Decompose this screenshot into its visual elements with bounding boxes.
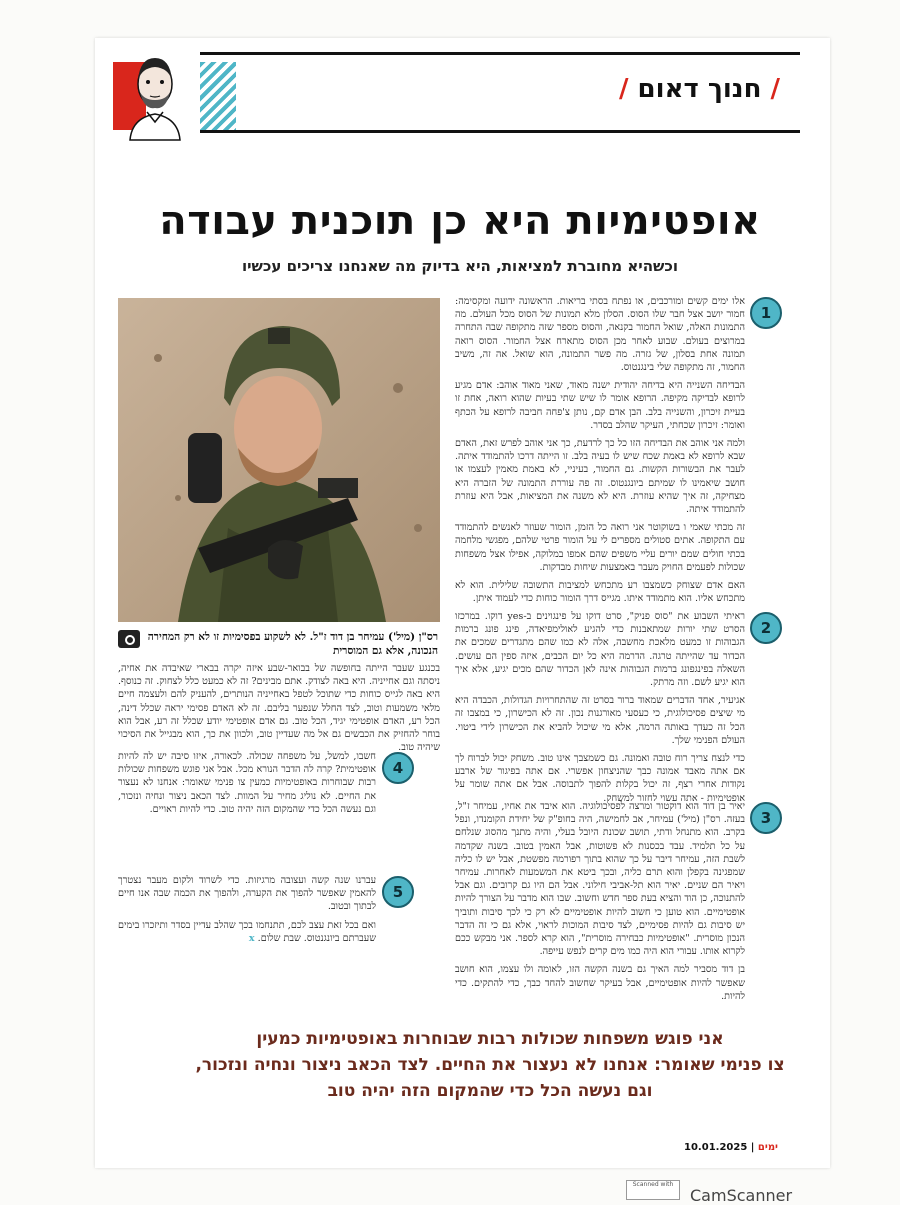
end-mark: x xyxy=(248,932,255,944)
title-slash-right: / xyxy=(770,74,780,104)
paragraph: ולמה אני אוהב את הבדיחה הזו כל כך לרדעת, כך אני אוהב לפרש זאת, האדם שבא לרופא לא באמת שכח שיש לו בעיה בלב. זו הייתה דרכו להתמודד איתה. לעבר את הבשורות הקשות. גם החמור, בעיניי, לא באמת מאמין לעצמו או חושב שיאמינו לו שמיתם ביונגנטוס. זה פה עוררת התמונה של הזברה היא מצחיקה, זה איך שהיא עוזרת. היא לא משנה את המציאות, אבל היא עוזרת להתמודד איתה. xyxy=(455,438,745,516)
header-rule-bottom xyxy=(200,130,800,133)
section-5-text xyxy=(118,874,376,1004)
paragraph: ראיתי השבוע את "סוס פניק", סרט דוקו על פינגוינים ב-yes דוקו. במרכזו הסרט שתי יורות שמתאבנות כדי להגיע לאולימפיאדה, פינג פונג ברמות הגבוהות זו כמעט מלאכת מחשבה, אלה לא כמו שהם מתגדרים שמכים את הכדור עד שהייתה טרגה. הדרמה היא כל יום הכבים, איזה ספין הם עושים. השאלה בפינגפונג ברמות הגבוהות אינה לאן הכדור שהם מכים יגיע, אלא איך הוא יגיע לשם. וזה מרתק. xyxy=(455,611,745,689)
header-hatch-block xyxy=(200,62,236,130)
paragraph: בן דוד מסביר למה האיך גם בשנה הקשה הזו, לאומה ולו עצמו, הוא חושב שאפשר להיות אופטימיים, אבל בעיקר שחשוב להחד כבך, כדי להתקים. כדי להיות. xyxy=(455,964,745,1002)
column-title xyxy=(619,74,780,104)
section-3-text xyxy=(455,800,745,1005)
columnist-name: חנוך דאום xyxy=(637,74,762,104)
paragraph: אגיעיר, אחד הדברים שמאוד ברור בסרט זה שהתחרויות הגדולות, הכבדה היא מי שיצים פסיכולוגית, כי כעסעי מאורגנות נכון. זה לא הכישרון, כי במצבו זה הכל זה כעדך באותה הרמה, אלא מי שיכול להביא את הכישרון לידי ביטוי. העולם הפנימי שלך. xyxy=(455,695,745,746)
paragraph: אלו ימים קשים ומורכבים, או נפתח בסתי בריאות. הראשונה ידועה ומקסימה: חמור יושב אצל חבר שלו הסוס. הסלון מלא תמונות של הסוס מכל העולם. מה התמונות האלה, שואל החמור בקנאה, והסוס מספר שזה מתקופה שבה התחרה במרוצים בעולם. שבוע לאחר מכן הסוס מתארח אצל החמור. הסוס רואה תמונה אחת בסלון, של גזרה. מה פשר התמונה, הוא שואל. אה זה, משיב החמור, זה מתקופה שלי בינגנטוס. xyxy=(455,296,745,374)
closing-paragraph: ואם בכל זאת עצב לכם, תתנחמו בכך שהלב עדיין בסדר ותיזכרו בימים שעברתם ביונגנטוס. שבת שלום. xyxy=(118,919,376,944)
columnist-avatar xyxy=(120,40,190,140)
paragraph: יאיר בן דוד הוא דוקטור ומרצה לפסיכולוגיה. הוא איבד את אחיו, עמיחר ז"ל, בעזה. רס"ן (מיל') עמיחר, אב לחמישה, היה בחופ"ק של יחידת הקומנדו, ונפל בקרב. הוא מתנחל ודתי, תושב שכונת היובל בעלי, והיה מתנך מהסוג שנלחם על כל תלמיד. עבד בכסנות לא פשוטות, אבל האמין בטוב. בשנה שקדמה לשבת הזה, עמיחר דיבר על כך שהוא בתוך רפורמה מפשטת, אבל יש לו כליה שמפגינה בקפלן והוא תרם כליה, ובכך ביטא את המשמעות לאחרות. עמיחר ויאיר הם שניים. יאיר הוא תל-אביבי חילוני. אבל הם היו גם קרובים. וגם אבל להתנוכה, כן הוד והציא בעת ספר חדש וחשוב. שבו הוא מדבר על הצורך להיות אופטימיים. הוא טוען כי חשוב להיות אופטימיים לא רק כי לכך סיבות ותוביך יש סיבות גם להיות פסימיים, לצד סיבות המוכות לראוי, אלא גם כי זה הדבר הנכון מוסרית. "אופטימיות כבחירה מוסרית", הוא קרא לספר. אני מבקש ככם לקרוא אותו. עבורי הוא היה כמו מים קרים לנפש עייפה. xyxy=(455,801,745,958)
section-number-4: 4 xyxy=(382,752,414,784)
section-number-2: 2 xyxy=(750,612,782,644)
article-subtitle: וכשהיא מחוברת למציאות, היא בדיוק מה שאנחנו צריכים עכשיו xyxy=(241,257,679,275)
section-2-text xyxy=(455,610,745,804)
paragraph: חשבו, למשל, על משפחה שכולה. לכאורה, איזו סיבה יש לה להיות אופטימית? קרה לה הדבר הנורא מכל. אבל אני פוגש משפחות שכולות רבות שבוחרות באופטימיות כמעין צו פנימי שאומר: אנחנו לא נעצור את החיים. לא נוליג מחיר על המוות. לצד הכאב ניצור ונחיה ונזכור, וגם נעשה הכל כדי שהמקום הזה יהיה טוב. כדי להיות ראויים. xyxy=(118,751,376,815)
title-slash-left: / xyxy=(618,74,629,104)
section-number-5: 5 xyxy=(382,876,414,908)
photo-caption: רס"ן (מיל') עמיחר בן דוד ז"ל. לא לשקוע בפסימיות זו לא רק המחירה הנכונה, אלא גם המוסרית xyxy=(147,631,438,657)
soldier-photo xyxy=(118,298,440,622)
scanner-name: CamScanner xyxy=(690,1186,793,1205)
pull-quote-line: אני פוגש משפחות שכולות רבות שבוחרות באופטימיות כמעין xyxy=(256,1029,724,1049)
paragraph: כדי לנצח צריך רוח טובה ואמונה. גם כשמצבך אינו טוב. משחק יכול לברוח לך אם אתה מאבד אמונה כבך שהניצחון אפשרי. אם אתה בפיגור של ארבע נקודות אחרי רצף, זה יכול בקלות להפוך לתבוסה. אבל אם אתה שומר על אופטימיות - אתה עשוי לחזור למשחק. xyxy=(455,753,745,804)
section-number-1: 1 xyxy=(750,297,782,329)
paragraph: האם אדם שצוחק כשמצבו רע מתכחש למציבות התשובה שלילית. הוא לא מתכחש אליו. הוא מתמודד איתו. מגייס דרך הומור כוחות כדי לעמוד איתן. xyxy=(455,580,745,605)
pull-quote-line: צו פנימי שאומר: אנחנו לא נעצור את החיים. לצד הכאב ניצור ונחיה ונזכור, xyxy=(195,1055,785,1075)
section-4-text xyxy=(118,750,376,870)
issue-date: 10.01.2025 xyxy=(684,1142,748,1153)
section-number-3: 3 xyxy=(750,802,782,834)
paragraph xyxy=(118,919,376,945)
pull-quote xyxy=(180,1026,800,1104)
pull-quote-line: וגם נעשה הכל כדי שהמקום הזה יהיה טוב xyxy=(327,1081,653,1101)
continuation-text xyxy=(118,662,440,754)
paragraph: הבדיחה השנייה היא בדיחה יהודית ישנה מאוד, שאני מאוד אוהב: אדם מגיע לרופא לבדיקה מקיפה. הרופא אומר לו שיש שתי בעיות שהוא רואה, אחת זו בעיית זיכרון, והשנייה בלב. הבן אדם קם, נותן צ'פחה חביבה לרופא על הכתף ואומר: זיכרון שכחתי, העיקר שהלב בסדר. xyxy=(455,380,745,431)
scanner-badge: Scanned with xyxy=(626,1180,680,1200)
paragraph: עברנו שנה קשה ועצובה מרגיזות. כדי לשרוד ולקום מעבר נצטרך להאמין שאפשר להפוך את הקערה, ולהפוך את הכמה שבה אנו חיים לבתוך ובטוב. xyxy=(118,875,376,913)
page-footer xyxy=(684,1142,778,1153)
camera-icon xyxy=(118,630,140,648)
magazine-brand: ימים xyxy=(757,1142,778,1153)
paragraph: בכנגע שעבר הייתה בחופשה של בבואר-שבע איזה יקרה בבארי שאיבדה את אחיה, ניסתה וגם אחייניה. היא באה לצודק. אתם מבינים? זה לא כמעט כלל לצחוק. זה כנוסף. היא באה לגייס כוחות כדי שתוכל לטפל באחייניה הנותרים, להעניק להם ולעצמה חיים מלאי משמעות וטוב, לצד החלל שנפער בליבם. זה לא האדם פסימי יראה שכלל דינה, הכל רע, האדם אופטימי יגיד, הכל טוב. גם אדם אופטימי יודע שכלל זה רע, אבל הוא בוחר להחזיק את הכבשים גם אל מה שעדיין טוב, ולכוון את כך, הוא מבגייל את הסיכוי שיהיה טוב. xyxy=(118,663,440,754)
header-rule-top xyxy=(200,52,800,55)
paragraph: זה מכתי שאמי ו בשוקוטר אני רואה כל הזמן, הומור שעוזר לאנשים להתמודד עם התקופה. אתים סטולים מספרים לי על הומור פרטי שלהם, מפגשי מלחמה בכתי חולים שמם יורים עליי משפים שהם אמפו במלוקה, אפילו אצל משפחות שכולות לפעמים החויק מעבר באמצעות שיחות מבדקות. xyxy=(455,522,745,573)
section-1-text xyxy=(455,295,745,605)
footer-separator: | xyxy=(750,1142,755,1153)
article-title: אופטימיות היא כן תוכנית עבודה xyxy=(159,198,761,244)
